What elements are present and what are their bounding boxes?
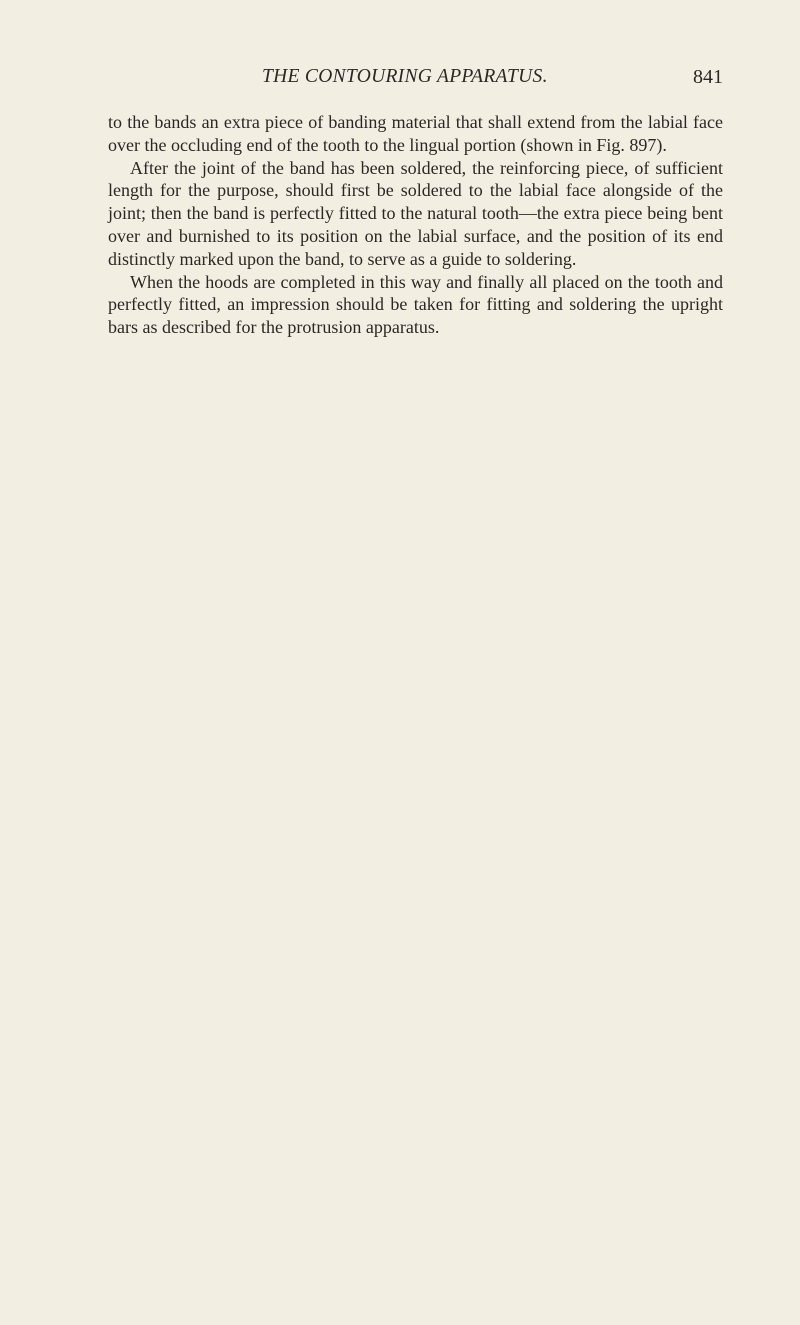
running-head — [108, 66, 723, 94]
body-text — [108, 111, 723, 339]
paragraph: After the joint of the band has been soldered, the reinforcing piece, of sufficient length for the purpose, should first be soldered to the labial face alongside of the joint; then the band is perfectly fitted to the natural tooth—the extra piece being bent over and burnished to its position on the labial surface, and the position of its end distinctly marked upon the band, to serve as a guide to soldering. — [108, 157, 723, 269]
paragraph-continuation: to the bands an extra piece of banding material that shall extend from the labial face over the occluding end of the tooth to the lingual portion (shown in Fig. 897). — [108, 112, 723, 155]
page-number: 841 — [693, 66, 723, 88]
running-title: THE CONTOURING APPARATUS. — [262, 66, 548, 87]
paragraph: When the hoods are completed in this way and finally all placed on the tooth and perfectly fitted, an impression should be taken for fitting and soldering the upright bars as described for the protrusion apparatus. — [108, 271, 723, 338]
